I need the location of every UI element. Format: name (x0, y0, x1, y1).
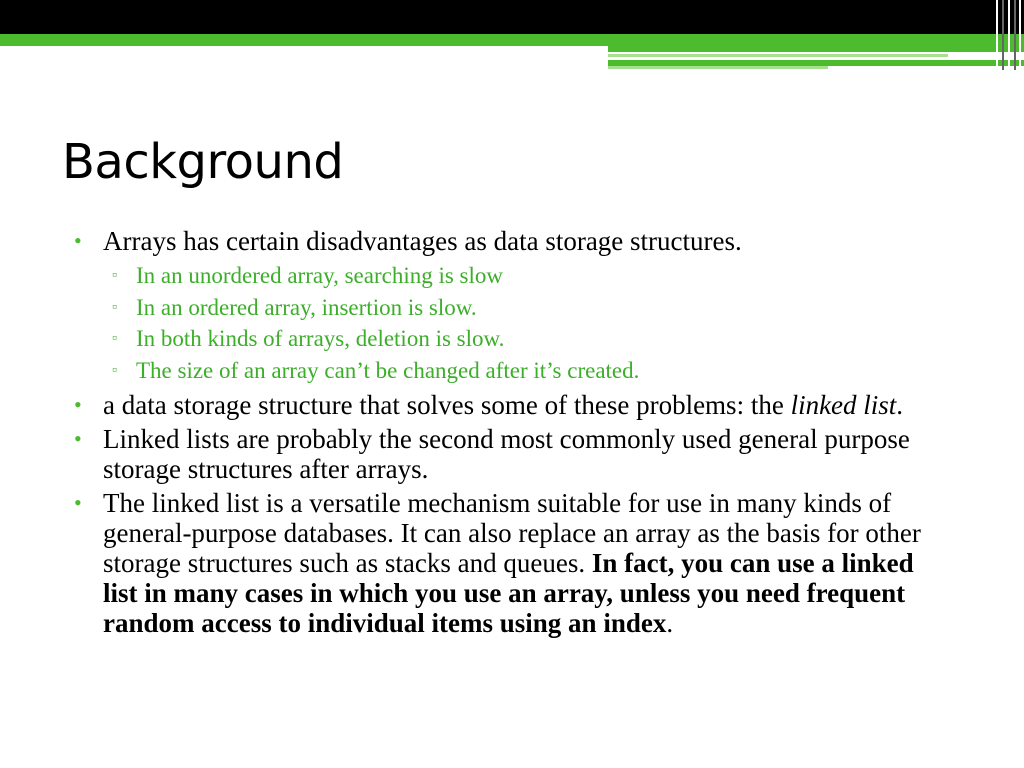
bullet-icon: • (74, 490, 82, 515)
square-bullet-icon: ▫ (112, 362, 117, 378)
sub-bullet-text: The size of an array can’t be changed after it’s created. (136, 357, 640, 383)
bullet-bold-text: In fact, you can use a linked list in many cases in which you use an array, unless you need frequent random access to individual items using an index (103, 548, 914, 638)
bullet-text: Arrays has certain disadvantages as data storage structures. (103, 226, 742, 256)
square-bullet-icon: ▫ (112, 268, 117, 283)
bullet-text: The linked list is a versatile mechanism suitable for use in many kinds of general-purpose databases. It can also replace an array as the basis for other storage structures such as stacks and queues. (103, 488, 921, 578)
sub-bullet-item (74, 323, 974, 355)
sub-bullet-item (74, 292, 974, 324)
square-bullet-icon: ▫ (112, 299, 117, 315)
bullet-text: Linked lists are probably the second most commonly used general purpose storage structures after arrays. (103, 424, 910, 484)
bullet-italic-text: linked list (790, 390, 897, 420)
sub-bullet-list (74, 260, 974, 386)
header-light-stripe (608, 54, 948, 57)
sub-bullet-text: In an unordered array, searching is slow (136, 263, 504, 288)
bullet-text: a data storage structure that solves some of these problems: the (103, 390, 791, 420)
bullet-icon: • (74, 426, 82, 451)
header-green-bar (0, 34, 1024, 46)
bullet-text-end: . (666, 608, 674, 638)
bullet-item (74, 424, 948, 484)
header-green-stripe (608, 46, 1024, 52)
header-vertical-line (996, 0, 998, 70)
bullet-item (74, 390, 948, 420)
bullet-icon: • (74, 392, 82, 417)
header-vertical-line (1002, 0, 1004, 70)
sub-bullet-text: In an ordered array, insertion is slow. (136, 294, 477, 320)
header-light-stripe-2 (608, 66, 828, 69)
sub-bullet-text: In both kinds of arrays, deletion is slow. (136, 326, 505, 351)
bullet-icon: • (74, 228, 82, 253)
sub-bullet-item (74, 260, 974, 292)
header-black-bar (0, 0, 1024, 34)
header-vertical-line (1019, 0, 1021, 70)
slide-title: Background (62, 134, 344, 190)
bullet-text-end: . (896, 390, 904, 420)
bullet-item (74, 488, 948, 638)
header-vertical-line (1008, 0, 1010, 70)
sub-bullet-item (74, 355, 974, 387)
slide-content (74, 226, 974, 642)
header-vertical-line (1014, 0, 1016, 70)
bullet-item (74, 226, 948, 256)
square-bullet-icon: ▫ (112, 331, 117, 346)
